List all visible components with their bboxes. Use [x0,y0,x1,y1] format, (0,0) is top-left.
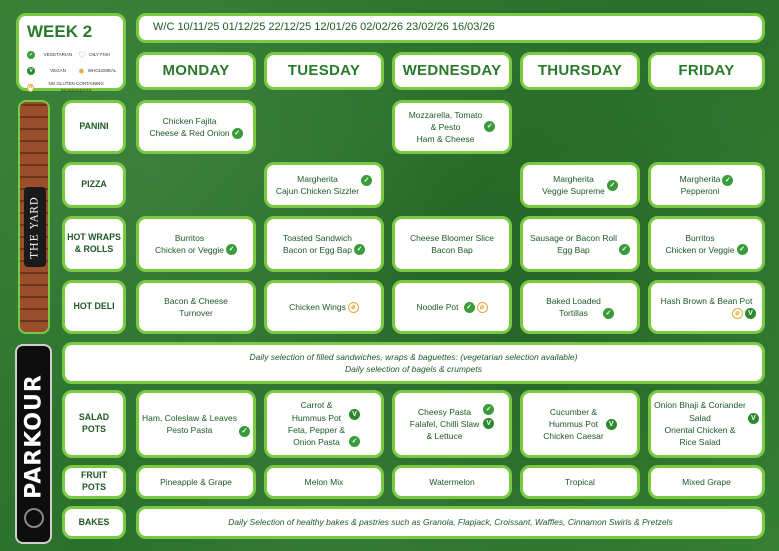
parkour-label: PARKOUR [21,374,46,499]
no-gluten-icon: ⌀ [27,84,34,92]
vegetarian-icon: ✓ [232,128,243,139]
menu-item-text: Sausage or Bacon Roll Egg Bap [530,232,617,255]
legend-vegan: VEGAN [50,68,66,74]
vegetarian-icon: ✓ [464,302,475,313]
row-label-bakes [62,506,126,539]
the-yard-plaque [24,187,46,267]
week-commencing-dates: W/C 10/11/25 01/12/25 22/12/25 12/01/26 02/02/26 23/02/26 16/03/26 [153,21,495,34]
vegetarian-icon: ✓ [603,308,614,319]
menu-item-text: Burritos Chicken or Veggie [155,232,224,255]
menu-item-text: Baked Loaded Tortillas [546,295,601,318]
hot-deli-thursday [520,280,640,334]
vegetarian-icon: ✓ [722,175,733,186]
no-gluten-icon: ⌀ [477,302,488,313]
vegetarian-icon: ✓ [483,404,494,415]
menu-item-text: Mozzarella, Tomato & Pesto Ham & Cheese [408,109,483,145]
panini-wednesday [392,100,512,154]
legend-vegetarian: VEGETARIAN [43,51,73,57]
menu-item-text: Cheese Bloomer Slice Bacon Bap [409,232,495,255]
fruit-pots-friday [648,465,765,499]
vegan-icon: V [748,413,759,424]
legend-oily-fish: OILY FISH [89,51,111,57]
salad-pots-friday [648,390,765,458]
row-label-text: PIZZA [81,179,107,190]
panini-monday [136,100,256,154]
day-label: THURSDAY [537,62,623,80]
hot-wraps-thursday [520,216,640,272]
day-label: FRIDAY [678,62,735,80]
salad-pots-tuesday-icons [347,401,360,447]
salad-pots-wednesday [392,390,512,458]
fruit-pots-thursday [520,465,640,499]
day-label: TUESDAY [287,62,361,80]
hot-deli-friday-icons [730,307,756,319]
day-header-wednesday [392,52,512,90]
fruit-pots-wednesday [392,465,512,499]
week-legend-card [16,13,126,91]
day-label: MONDAY [162,62,230,80]
bakes-banner [136,506,765,539]
day-header-thursday [520,52,640,90]
hot-wraps-friday [648,216,765,272]
row-label-text: SALAD POTS [78,412,110,434]
legend-wholemeal: WHOLEMEAL [87,68,117,74]
row-label-salad-pots [62,390,126,458]
bakes-text: Daily Selection of healthy bakes & pastries such as Granola, Flapjack, Croissant, Waffles, Cinnamon Swirls & Pretzels [228,517,673,528]
hot-wraps-wednesday [392,216,512,272]
day-header-tuesday [264,52,384,90]
menu-item-text: Noodle Pot [416,301,459,312]
menu-item-text: Carrot & Hummus Pot Feta, Pepper & Onion Pasta [287,400,346,448]
menu-item-text: Toasted Sandwich Bacon or Egg Bap [283,232,352,255]
legend-row-2 [27,66,116,78]
vegan-icon: V [349,409,360,420]
day-label: WEDNESDAY [402,62,502,80]
hot-deli-tuesday [264,280,384,334]
vegetarian-icon: ✓ [354,244,365,255]
row-label-hot-wraps [62,216,126,272]
vegetarian-icon: ✓ [28,51,34,58]
week-title: WEEK 2 [27,22,93,41]
legend-row-1 [27,49,110,62]
vegetarian-icon: ✓ [484,121,495,132]
legend-no-gluten: NO GLUTEN CONTAINING INGREDIENTS [48,81,104,93]
salad-pots-tuesday [264,390,384,458]
row-label-text: HOT WRAPS & ROLLS [67,232,121,254]
daily-selection-text: Daily selection of filled sandwiches, wraps & baguettes: (vegetarian selection available) Daily selection of bagels & crumpets [249,351,578,374]
vegetarian-icon: ✓ [737,244,748,255]
menu-item-text: Chicken Fajita Cheese & Red Onion [149,115,230,138]
pizza-friday [648,162,765,208]
daily-selection-banner [62,342,765,384]
day-header-friday [648,52,765,90]
vegan-icon: V [745,308,756,319]
pizza-tuesday [264,162,384,208]
salad-pots-wednesday-icons [481,404,494,444]
the-yard-sign [18,100,50,334]
vegan-icon: V [27,67,35,75]
fruit-pots-monday [136,465,256,499]
row-label-fruit-pots [62,465,126,499]
menu-item-text: Bacon & Cheese Turnover [164,295,228,318]
menu-item-text: Cucumber & Hummus Pot Chicken Caesar [543,406,604,442]
menu-item-text: Watermelon [429,476,475,487]
hot-wraps-monday [136,216,256,272]
menu-item-text: Burritos Chicken or Veggie [665,232,735,255]
hot-deli-monday [136,280,256,334]
menu-item-text: Chicken Wings [289,301,346,312]
menu-item-text: Onion Bhaji & Coriander Salad Oriental Chicken & Rice Salad [654,400,746,448]
parkour-banner [15,344,52,544]
no-gluten-icon: ⌀ [732,308,743,319]
day-header-monday [136,52,256,90]
vegetarian-icon: ✓ [619,244,630,255]
salad-pots-thursday [520,390,640,458]
parkour-logo [24,508,44,528]
wholemeal-icon: ✹ [78,66,85,76]
menu-item-text: Melon Mix [304,476,344,487]
hot-wraps-tuesday [264,216,384,272]
menu-item-text: Pineapple & Grape [160,476,232,487]
menu-item-text: Margherita Veggie Supreme [542,173,605,196]
legend-row-3 [27,81,115,94]
menu-item-text: Cheesy Pasta Falafel, Chilli Slaw & Lettuce [409,406,480,442]
row-label-hot-deli [62,280,126,334]
vegetarian-icon: ✓ [349,436,360,447]
menu-item-text: Tropical [565,476,595,487]
vegetarian-icon: ✓ [226,244,237,255]
pizza-thursday [520,162,640,208]
row-label-pizza [62,162,126,208]
vegetarian-icon: ✓ [239,426,250,437]
menu-item-text: Mixed Grape [682,476,731,487]
salad-pots-monday [136,390,256,458]
week-commencing-bar [136,13,765,43]
row-label-text: BAKES [78,516,110,527]
no-gluten-icon: ⌀ [348,302,359,313]
vegetarian-icon: ✓ [361,175,372,186]
hot-deli-friday [648,280,765,334]
menu-item-text: Margherita Pepperoni [679,173,721,196]
vegetarian-icon: ✓ [607,180,618,191]
hot-deli-wednesday [392,280,512,334]
fruit-pots-tuesday [264,465,384,499]
vegan-icon: V [606,419,617,430]
row-label-text: HOT DELI [73,301,115,312]
menu-item-text: Margherita Cajun Chicken Sizzler [275,173,360,196]
the-yard-label: THE YARD [29,195,41,259]
row-label-text: PANINI [79,121,109,132]
vegan-icon: V [483,418,494,429]
menu-item-text: Hash Brown & Bean Pot [660,295,753,306]
menu-item-text: Ham, Coleslaw & Leaves Pesto Pasta [142,412,237,435]
oily-fish-icon: ♡ [78,49,87,60]
row-label-text: FRUIT POTS [81,470,107,492]
row-label-panini [62,100,126,154]
